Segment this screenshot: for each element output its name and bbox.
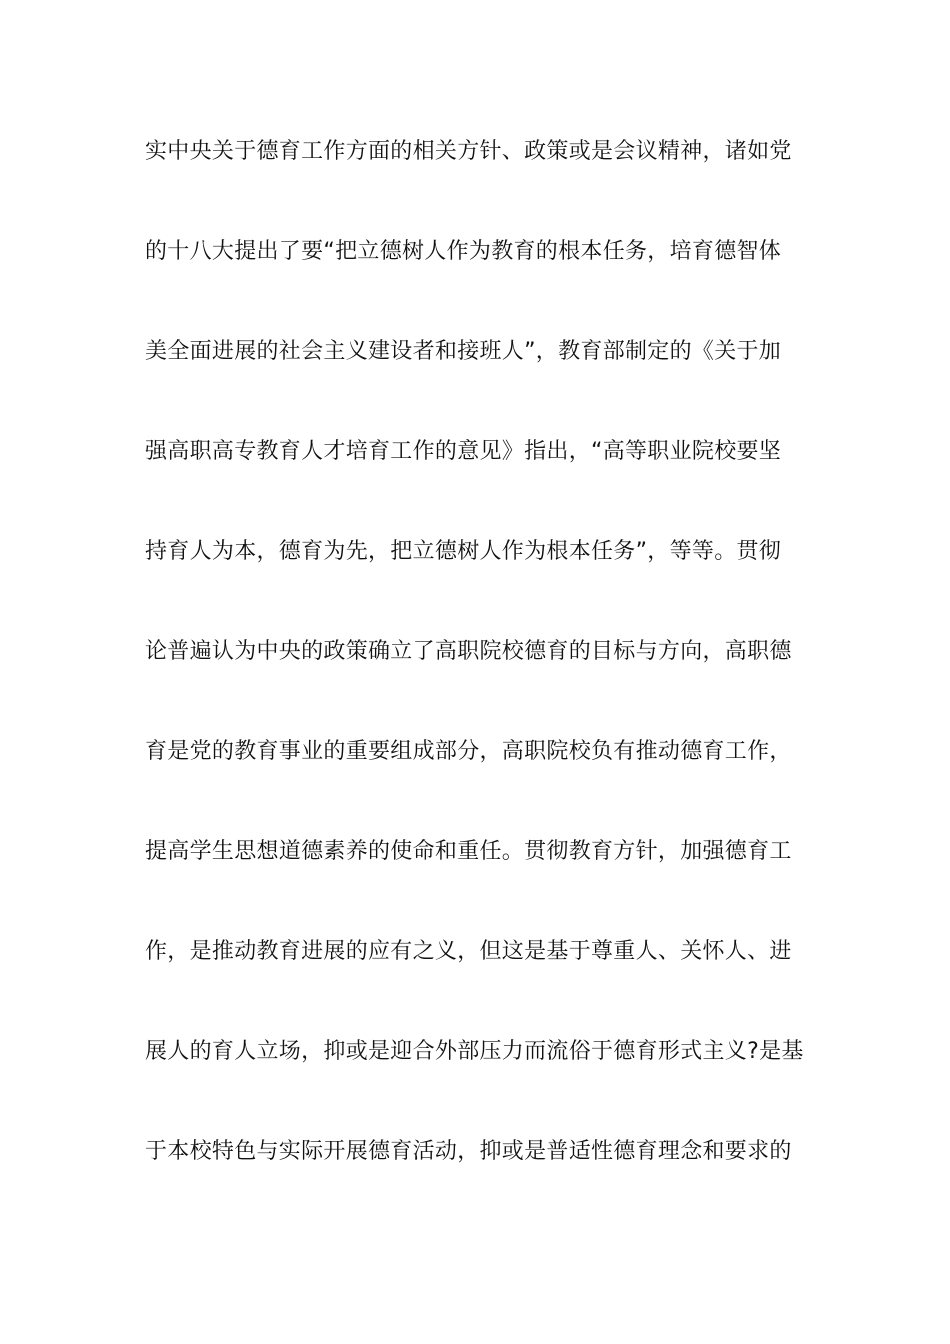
body-text-line: 提高学生思想道德素养的使命和重任。贯彻教育方针，加强德育工	[145, 839, 792, 864]
body-text-line: 的十八大提出了要“把立德树人作为教育的根本任务，培育德智体	[145, 239, 782, 264]
body-text-line: 持育人为本，德育为先，把立德树人作为根本任务”，等等。贯彻	[145, 539, 782, 564]
body-text-line: 育是党的教育事业的重要组成部分，高职院校负有推动德育工作，	[145, 739, 792, 764]
body-text-line: 强高职高专教育人才培育工作的意见》指出，“高等职业院校要坚	[145, 439, 782, 464]
body-text-line: 实中央关于德育工作方面的相关方针、政策或是会议精神，诸如党	[145, 139, 792, 164]
body-text-line: 展人的育人立场，抑或是迎合外部压力而流俗于德育形式主义?是基	[145, 1039, 804, 1064]
body-text-line: 论普遍认为中央的政策确立了高职院校德育的目标与方向，高职德	[145, 639, 792, 664]
body-text-line: 作，是推动教育进展的应有之义，但这是基于尊重人、关怀人、进	[145, 939, 792, 964]
body-text-line: 美全面进展的社会主义建设者和接班人”，教育部制定的《关于加	[145, 339, 782, 364]
body-text-line: 于本校特色与实际开展德育活动，抑或是普适性德育理念和要求的	[145, 1139, 792, 1164]
